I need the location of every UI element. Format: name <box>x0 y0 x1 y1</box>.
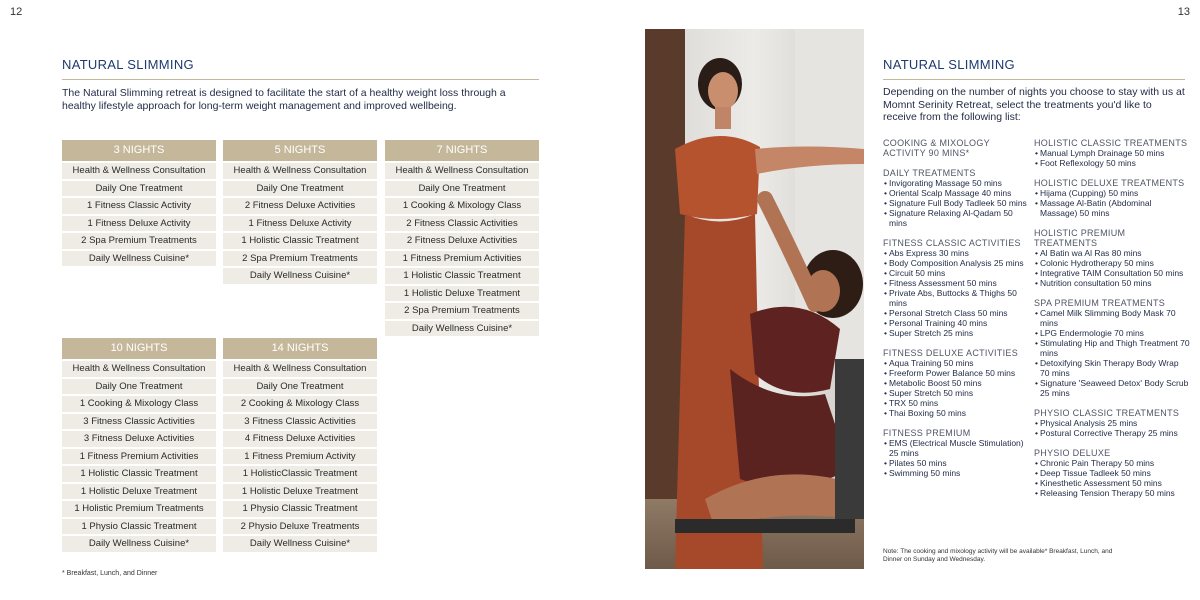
plan-item: 2 Physio Deluxe Treatments <box>223 519 377 535</box>
treatment-item: • Detoxifying Skin Therapy Body Wrap 70 mins <box>1034 358 1190 378</box>
treatment-category-title: HOLISTIC PREMIUM TREATMENTS <box>1034 228 1126 248</box>
left-page-title: NATURAL SLIMMING <box>62 57 194 72</box>
treatment-item: • Signature 'Seaweed Detox' Body Scrub 25 mins <box>1034 378 1190 398</box>
treatment-item: • Integrative TAIM Consultation 50 mins <box>1034 268 1190 278</box>
plan-header: 5 NIGHTS <box>223 140 377 161</box>
plan-item: Daily One Treatment <box>62 181 216 197</box>
treatment-category-title: PHYSIO CLASSIC TREATMENTS <box>1034 408 1180 418</box>
treatment-list <box>1034 248 1190 288</box>
right-intro-text: Depending on the number of nights you choose to stay with us at Momnt Serinity Retreat, select the treatments you'd like to receive from the following list: <box>883 86 1185 123</box>
plan-item: 1 Holistic Deluxe Treatment <box>223 484 377 500</box>
plan-item: 2 Spa Premium Treatments <box>62 233 216 249</box>
plan-item: 3 Fitness Classic Activities <box>223 414 377 430</box>
treatment-category <box>883 168 1031 228</box>
treatment-category-title: COOKING & MIXOLOGY ACTIVITY 90 MINS* <box>883 138 990 158</box>
plan-item: 4 Fitness Deluxe Activities <box>223 431 377 447</box>
treatment-item: • Stimulating Hip and Thigh Treatment 70 mins <box>1034 338 1190 358</box>
plan-item: 1 Holistic Deluxe Treatment <box>385 286 539 302</box>
treatment-list <box>1034 308 1190 398</box>
plan-item: Health & Wellness Consultation <box>223 361 377 377</box>
treatment-item: • Metabolic Boost 50 mins <box>883 378 1031 388</box>
plan-item: 1 Holistic Deluxe Treatment <box>62 484 216 500</box>
plan-item: 1 Holistic Classic Treatment <box>223 233 377 249</box>
treatment-category <box>883 348 1031 418</box>
plan-header: 14 NIGHTS <box>223 338 377 359</box>
treatment-item: • Super Stretch 50 mins <box>883 388 1031 398</box>
treatment-category-title: PHYSIO DELUXE <box>1034 448 1111 458</box>
plan-item: 1 Holistic Premium Treatments <box>62 501 216 517</box>
treatment-item: • Swimming 50 mins <box>883 468 1031 478</box>
plan-item: 2 Spa Premium Treatments <box>385 303 539 319</box>
treatment-item: • Super Stretch 25 mins <box>883 328 1031 338</box>
treatment-category <box>1034 178 1190 218</box>
treatment-item: • Massage Al-Batin (Abdominal Massage) 50 mins <box>1034 198 1190 218</box>
plan-item: Daily One Treatment <box>223 181 377 197</box>
plan-item: Daily One Treatment <box>385 181 539 197</box>
treatment-item: • Aqua Training 50 mins <box>883 358 1031 368</box>
treatment-category-title: SPA PREMIUM TREATMENTS <box>1034 298 1166 308</box>
left-intro-text: The Natural Slimming retreat is designed to facilitate the start of a healthy weight loss through a healthy lifestyle approach for long-term weight management and improved wellbeing. <box>62 87 506 112</box>
plan-item: 1 Fitness Deluxe Activity <box>223 216 377 232</box>
plan-item: Daily Wellness Cuisine* <box>62 251 216 267</box>
treatment-category-title: FITNESS DELUXE ACTIVITIES <box>883 348 1019 358</box>
treatment-item: • Chronic Pain Therapy 50 mins <box>1034 458 1190 468</box>
treatment-item: • Circuit 50 mins <box>883 268 1031 278</box>
treatment-item: • Nutrition consultation 50 mins <box>1034 278 1190 288</box>
treatment-item: • Deep Tissue Tadleek 50 mins <box>1034 468 1190 478</box>
right-page-title: NATURAL SLIMMING <box>883 57 1015 72</box>
treatment-category <box>1034 138 1190 168</box>
plan-item: Daily Wellness Cuisine* <box>385 321 539 337</box>
treatment-list <box>1034 458 1190 498</box>
plan-item: 2 Spa Premium Treatments <box>223 251 377 267</box>
plan-3-nights <box>62 140 216 268</box>
treatment-item: • Oriental Scalp Massage 40 mins <box>883 188 1031 198</box>
treatment-item: • Colonic Hydrotherapy 50 mins <box>1034 258 1190 268</box>
plan-14-nights <box>223 338 377 554</box>
plan-item: 1 Fitness Premium Activities <box>62 449 216 465</box>
plan-7-nights <box>385 140 539 338</box>
plan-item: Health & Wellness Consultation <box>385 163 539 179</box>
plan-item: 1 Holistic Classic Treatment <box>62 466 216 482</box>
treatment-item: • Signature Full Body Tadleek 50 mins <box>883 198 1031 208</box>
treatment-item: • Physical Analysis 25 mins <box>1034 418 1190 428</box>
treatment-item: • Postural Corrective Therapy 25 mins <box>1034 428 1190 438</box>
page-number-right: 13 <box>1177 6 1190 18</box>
plan-header: 7 NIGHTS <box>385 140 539 161</box>
treatment-item: • Foot Reflexology 50 mins <box>1034 158 1190 168</box>
plan-item: 1 Physio Classic Treatment <box>62 519 216 535</box>
plan-item: Health & Wellness Consultation <box>62 163 216 179</box>
treatment-item: • Personal Stretch Class 50 mins <box>883 308 1031 318</box>
treatment-list <box>883 438 1031 478</box>
treatment-category <box>1034 298 1190 398</box>
treatment-item: • Fitness Assessment 50 mins <box>883 278 1031 288</box>
treatment-category <box>1034 228 1190 288</box>
left-title-rule <box>62 79 539 80</box>
plan-item: Health & Wellness Consultation <box>62 361 216 377</box>
treatment-list <box>1034 188 1190 218</box>
plan-item: 2 Fitness Classic Activities <box>385 216 539 232</box>
treatment-item: • Hijama (Cupping) 50 mins <box>1034 188 1190 198</box>
plan-header: 3 NIGHTS <box>62 140 216 161</box>
plan-item: 2 Fitness Deluxe Activities <box>385 233 539 249</box>
treatment-item: • Private Abs, Buttocks & Thighs 50 mins <box>883 288 1031 308</box>
treatment-item: • Releasing Tension Therapy 50 mins <box>1034 488 1190 498</box>
left-footnote: * Breakfast, Lunch, and Dinner <box>62 570 158 577</box>
treatment-item: • Signature Relaxing Al-Qadam 50 mins <box>883 208 1031 228</box>
plan-item: 1 HolisticClassic Treatment <box>223 466 377 482</box>
treatment-item: • Al Batin wa Al Ras 80 mins <box>1034 248 1190 258</box>
plan-item: 2 Cooking & Mixology Class <box>223 396 377 412</box>
treatment-list <box>883 178 1031 228</box>
treatment-category-title: FITNESS PREMIUM <box>883 428 971 438</box>
plan-item: Daily One Treatment <box>62 379 216 395</box>
treatment-category <box>883 238 1031 338</box>
right-title-rule <box>883 79 1185 80</box>
treatment-category-title: HOLISTIC CLASSIC TREATMENTS <box>1034 138 1188 148</box>
treatment-category <box>883 138 1031 158</box>
plan-10-nights <box>62 338 216 554</box>
treatment-item: • Manual Lymph Drainage 50 mins <box>1034 148 1190 158</box>
treatment-category <box>1034 448 1190 498</box>
treatments-column-right <box>1034 138 1190 508</box>
plan-item: 1 Fitness Classic Activity <box>62 198 216 214</box>
treatment-category-title: DAILY TREATMENTS <box>883 168 976 178</box>
treatment-list <box>1034 418 1190 438</box>
plan-item: 3 Fitness Classic Activities <box>62 414 216 430</box>
plan-item: 1 Physio Classic Treatment <box>223 501 377 517</box>
pilates-photo <box>645 29 864 569</box>
treatment-item: • Kinesthetic Assessment 50 mins <box>1034 478 1190 488</box>
plan-header: 10 NIGHTS <box>62 338 216 359</box>
treatment-item: • LPG Endermologie 70 mins <box>1034 328 1190 338</box>
plan-item: 1 Cooking & Mixology Class <box>385 198 539 214</box>
treatment-list <box>883 358 1031 418</box>
treatment-item: • Invigorating Massage 50 mins <box>883 178 1031 188</box>
treatment-item: • EMS (Electrical Muscle Stimulation) 25 mins <box>883 438 1031 458</box>
cooking-note: Note: The cooking and mixology activity will be available* Breakfast, Lunch, and Dinner on Sunday and Wednesday. <box>883 548 1113 563</box>
plan-item: 1 Fitness Deluxe Activity <box>62 216 216 232</box>
treatment-item: • Pilates 50 mins <box>883 458 1031 468</box>
plan-item: Health & Wellness Consultation <box>223 163 377 179</box>
treatment-item: • Personal Training 40 mins <box>883 318 1031 328</box>
treatment-item: • Abs Express 30 mins <box>883 248 1031 258</box>
plan-item: Daily One Treatment <box>223 379 377 395</box>
treatment-item: • TRX 50 mins <box>883 398 1031 408</box>
treatment-category-title: FITNESS CLASSIC ACTIVITIES <box>883 238 1021 248</box>
plan-item: 2 Fitness Deluxe Activities <box>223 198 377 214</box>
treatment-category-title: HOLISTIC DELUXE TREATMENTS <box>1034 178 1185 188</box>
plan-item: 1 Holistic Classic Treatment <box>385 268 539 284</box>
treatment-item: • Thai Boxing 50 mins <box>883 408 1031 418</box>
plan-item: Daily Wellness Cuisine* <box>62 536 216 552</box>
plan-item: Daily Wellness Cuisine* <box>223 536 377 552</box>
treatment-item: • Body Composition Analysis 25 mins <box>883 258 1031 268</box>
treatment-list <box>1034 148 1190 168</box>
treatment-item: • Freeform Power Balance 50 mins <box>883 368 1031 378</box>
treatments-column-left <box>883 138 1031 488</box>
plan-item: 1 Fitness Premium Activities <box>385 251 539 267</box>
treatment-category <box>1034 408 1190 438</box>
plan-item: 1 Fitness Premium Activity <box>223 449 377 465</box>
treatment-item: • Camel Milk Slimming Body Mask 70 mins <box>1034 308 1190 328</box>
plan-item: Daily Wellness Cuisine* <box>223 268 377 284</box>
plan-5-nights <box>223 140 377 286</box>
page-number-left: 12 <box>10 6 23 18</box>
plan-item: 1 Cooking & Mixology Class <box>62 396 216 412</box>
treatment-list <box>883 248 1031 338</box>
plan-item: 3 Fitness Deluxe Activities <box>62 431 216 447</box>
treatment-category <box>883 428 1031 478</box>
